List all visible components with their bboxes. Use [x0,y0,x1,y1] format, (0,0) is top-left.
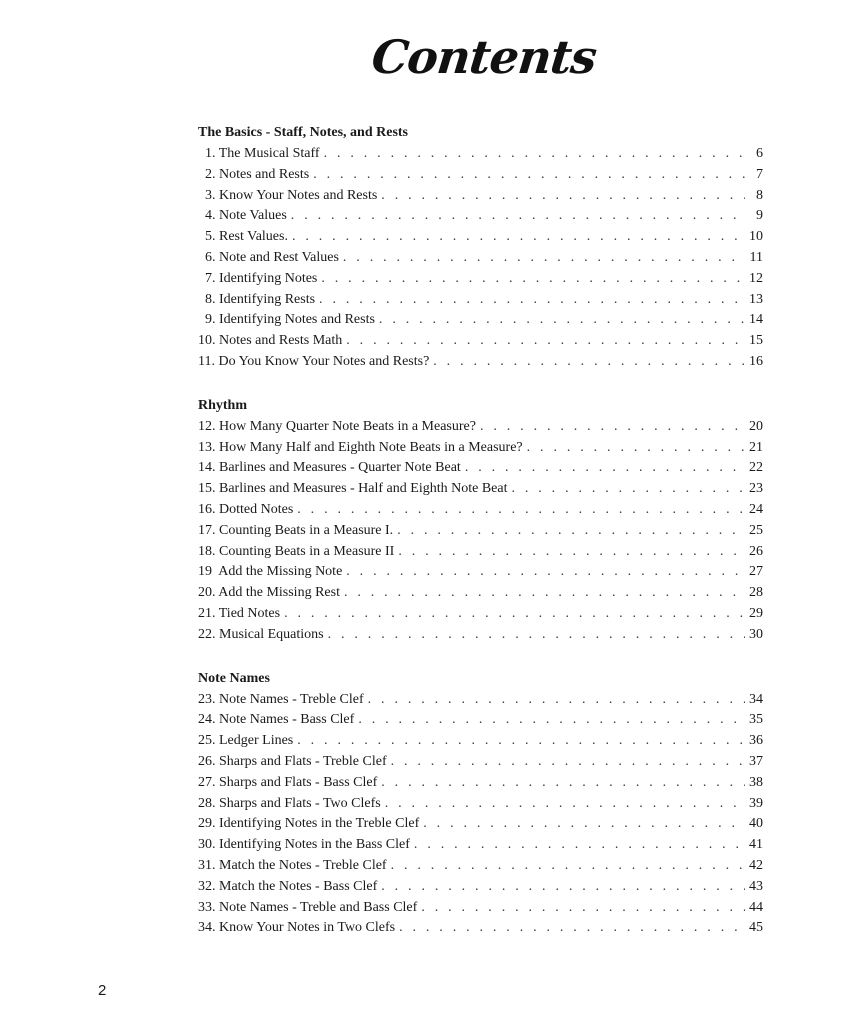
toc-entry-label: 11. Do You Know Your Notes and Rests? [198,353,430,369]
dot-leader [344,583,745,604]
toc-entry-page: 42 [749,857,763,873]
toc-entry-label: 19 Add the Missing Note [198,564,343,580]
toc-entry-page: 9 [756,208,763,224]
toc-entry [198,877,763,898]
toc-entry-page: 27 [749,564,763,580]
toc-entry-label: 7. Identifying Notes [198,270,318,286]
toc-entry-label: 5. Rest Values. [198,229,288,245]
toc-entry [198,227,763,248]
dot-leader [284,604,745,625]
dot-leader [346,562,745,583]
toc-entry [198,835,763,856]
toc-section-rhythm [198,396,763,646]
dot-leader [346,331,745,352]
toc-entry-label: 8. Identifying Rests [198,291,316,307]
dot-leader [423,814,745,835]
toc-entry-label: 34. Know Your Notes in Two Clefs [198,920,396,936]
toc-entry [198,814,763,835]
toc-entry-label: 14. Barlines and Measures - Quarter Note Beat [198,460,461,476]
toc-entry-label: 17. Counting Beats in a Measure I. [198,522,394,538]
dot-leader [385,794,745,815]
toc-entry-page: 40 [749,816,763,832]
dot-leader [511,479,745,500]
toc-entry-label: 20. Add the Missing Rest [198,585,340,601]
dot-leader [480,417,745,438]
toc-entry-page: 7 [756,166,763,182]
toc-entry-page: 22 [749,460,763,476]
toc-entry-page: 38 [749,774,763,790]
toc-entry-label: 9. Identifying Notes and Rests [198,312,375,328]
toc-entry-label: 2. Notes and Rests [198,166,310,182]
section-entries [198,690,763,940]
toc-entry [198,542,763,563]
toc-entry [198,562,763,583]
toc-entry-page: 37 [749,753,763,769]
toc-section-basics [198,123,763,373]
toc-entry-page: 29 [749,605,763,621]
dot-leader [379,310,745,331]
dot-leader [433,352,745,373]
toc-entry [198,731,763,752]
dot-leader [381,773,745,794]
dot-leader [398,542,745,563]
dot-leader [328,625,745,646]
toc-entry [198,604,763,625]
dot-leader [527,438,745,459]
dot-leader [313,165,745,186]
toc-entry [198,898,763,919]
section-entries [198,144,763,373]
dot-leader [368,690,745,711]
toc-entry [198,794,763,815]
toc-entry-label: 24. Note Names - Bass Clef [198,712,355,728]
dot-leader [465,458,745,479]
page-title-container [0,30,860,84]
toc-entry-page: 41 [749,837,763,853]
toc-entry-label: 4. Note Values [198,208,287,224]
toc-entry-label: 13. How Many Half and Eighth Note Beats in a Measure? [198,439,523,455]
toc-entry [198,521,763,542]
toc-entry [198,625,763,646]
dot-leader [399,918,745,939]
toc-entry-label: 27. Sharps and Flats - Bass Clef [198,774,378,790]
toc-entry [198,438,763,459]
toc-entry-page: 13 [749,291,763,307]
toc-entry [198,269,763,290]
dot-leader [319,290,745,311]
toc-entry-page: 8 [756,187,763,203]
toc-entry [198,752,763,773]
toc-entry-label: 32. Match the Notes - Bass Clef [198,878,378,894]
toc-entry-label: 18. Counting Beats in a Measure II [198,543,395,559]
toc-entry-label: 16. Dotted Notes [198,501,294,517]
toc-entry-page: 28 [749,585,763,601]
toc-entry [198,331,763,352]
dot-leader [397,521,745,542]
toc-entry-page: 11 [749,249,763,265]
toc-entry-page: 12 [749,270,763,286]
toc-entry [198,417,763,438]
toc-entry [198,186,763,207]
dot-leader [358,710,745,731]
toc-entry-page: 36 [749,733,763,749]
dot-leader [297,500,745,521]
dot-leader [381,877,745,898]
dot-leader [292,227,745,248]
section-heading: Rhythm [198,397,248,413]
toc-entry-label: 31. Match the Notes - Treble Clef [198,857,387,873]
toc-entry [198,583,763,604]
toc-entry-page: 16 [749,353,763,369]
dot-leader [421,898,745,919]
toc-entry-label: 30. Identifying Notes in the Bass Clef [198,837,410,853]
toc-entry [198,856,763,877]
dot-leader [381,186,745,207]
toc-entry [198,352,763,373]
toc-entry-page: 35 [749,712,763,728]
toc-entry [198,290,763,311]
toc-entry-page: 39 [749,795,763,811]
toc-entry-page: 21 [749,439,763,455]
toc-entry-page: 34 [749,691,763,707]
dot-leader [321,269,745,290]
dot-leader [414,835,745,856]
dot-leader [391,752,745,773]
toc-entry [198,773,763,794]
dot-leader [391,856,745,877]
toc-entry-label: 26. Sharps and Flats - Treble Clef [198,753,387,769]
toc-entry-label: 25. Ledger Lines [198,733,294,749]
toc-entry-page: 43 [749,878,763,894]
toc-entry-label: 23. Note Names - Treble Clef [198,691,364,707]
toc-entry [198,690,763,711]
toc-entry-label: 3. Know Your Notes and Rests [198,187,378,203]
toc-entry [198,206,763,227]
toc-entry [198,310,763,331]
dot-leader [324,144,745,165]
toc-entry [198,458,763,479]
toc-entry-page: 10 [749,229,763,245]
dot-leader [297,731,745,752]
page-number: 2 [98,982,107,999]
toc-entry-label: 1. The Musical Staff [198,146,320,161]
toc-entry-label: 12. How Many Quarter Note Beats in a Measure? [198,418,476,434]
toc-entry-page: 14 [749,312,763,328]
toc-entry [198,165,763,186]
toc-entry-page: 20 [749,418,763,434]
toc-entry-label: 15. Barlines and Measures - Half and Eighth Note Beat [198,481,508,497]
toc-entry [198,479,763,500]
toc-entry-label: 29. Identifying Notes in the Treble Clef [198,816,420,832]
toc-entry-page: 30 [749,626,763,642]
section-entries [198,417,763,646]
toc-entry-page: 23 [749,481,763,497]
toc-entry [198,144,763,165]
dot-leader [291,206,745,227]
toc-entry-label: 22. Musical Equations [198,626,324,642]
toc-entry-page: 45 [749,920,763,936]
toc-entry-page: 6 [756,146,763,161]
toc-entry-page: 24 [749,501,763,517]
toc-entry-label: 28. Sharps and Flats - Two Clefs [198,795,381,811]
section-heading: The Basics - Staff, Notes, and Rests [198,125,408,140]
toc-entry-label: 6. Note and Rest Values [198,249,339,265]
toc-entry [198,710,763,731]
toc-entry-label: 33. Note Names - Treble and Bass Clef [198,899,418,915]
page-title: Contents [369,30,599,84]
toc-entry-page: 44 [749,899,763,915]
toc-section-note-names [198,669,763,940]
section-heading: Note Names [198,670,270,686]
toc-entry-page: 26 [749,543,763,559]
toc-entry-label: 21. Tied Notes [198,605,281,621]
toc-entry-page: 15 [749,333,763,349]
dot-leader [343,248,745,269]
toc-entry-label: 10. Notes and Rests Math [198,333,343,349]
toc-entry [198,500,763,521]
toc-entry-page: 25 [749,522,763,538]
table-of-contents [198,123,763,962]
toc-entry [198,248,763,269]
toc-entry [198,918,763,939]
